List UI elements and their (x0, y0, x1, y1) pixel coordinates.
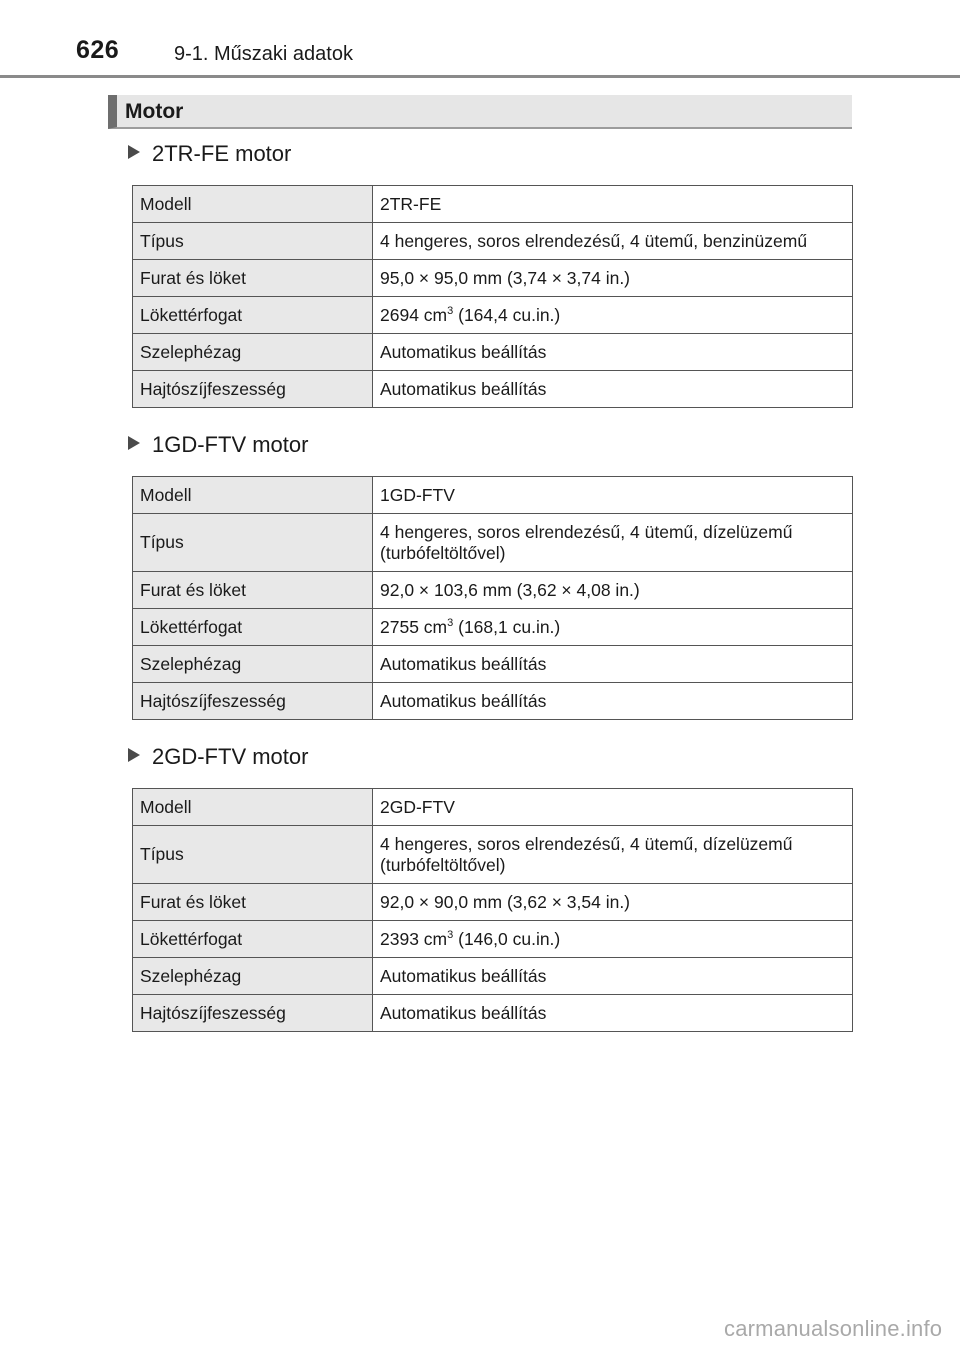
page-header (0, 0, 960, 80)
spec-table-1gd-ftv (132, 476, 853, 720)
row-value: 92,0 × 103,6 mm (3,62 × 4,08 in.) (373, 572, 853, 609)
displacement-value: 2694 cm (380, 304, 448, 325)
row-label: Hajtószíjfeszesség (133, 371, 373, 408)
table-row (133, 186, 853, 223)
row-value (373, 826, 853, 884)
engine-heading-2tr-fe (128, 140, 291, 168)
chapter-title: 9-1. Műszaki adatok (174, 43, 353, 65)
row-value (373, 609, 853, 646)
row-value: Automatikus beállítás (373, 646, 853, 683)
table-row (133, 297, 853, 334)
type-line-1: 4 hengeres, soros elrendezésű, 4 ütemű, dízelüzemű (380, 833, 793, 854)
header-rule (0, 75, 960, 78)
row-value: Automatikus beállítás (373, 995, 853, 1032)
displacement-imperial: (146,0 cu.in.) (453, 928, 561, 949)
type-line-2: (turbófeltöltővel) (380, 854, 506, 875)
section-bar (108, 95, 852, 129)
table-row (133, 683, 853, 720)
displacement-value: 2755 cm (380, 616, 448, 637)
row-value: Automatikus beállítás (373, 334, 853, 371)
type-line-2: (turbófeltöltővel) (380, 542, 506, 563)
row-label: Típus (133, 223, 373, 260)
unit-exponent: 3 (447, 304, 454, 317)
row-label: Lökettérfogat (133, 609, 373, 646)
engine-heading-2gd-ftv (128, 743, 308, 771)
section-title: Motor (125, 100, 184, 123)
row-label: Furat és löket (133, 260, 373, 297)
row-label: Szelephézag (133, 334, 373, 371)
row-label: Modell (133, 477, 373, 514)
row-value: Automatikus beállítás (373, 683, 853, 720)
table-row (133, 609, 853, 646)
row-value: 95,0 × 95,0 mm (3,74 × 3,74 in.) (373, 260, 853, 297)
displacement-imperial: (164,4 cu.in.) (453, 304, 561, 325)
engine-heading-text: 2TR-FE motor (152, 141, 292, 167)
table-row (133, 477, 853, 514)
row-label: Modell (133, 186, 373, 223)
table-row (133, 995, 853, 1032)
engine-heading-1gd-ftv (128, 431, 308, 459)
row-value: 92,0 × 90,0 mm (3,62 × 3,54 in.) (373, 884, 853, 921)
table-row (133, 514, 853, 572)
triangle-bullet-icon (128, 748, 140, 762)
row-label: Furat és löket (133, 572, 373, 609)
table-row (133, 958, 853, 995)
spec-table-2gd-ftv (132, 788, 853, 1032)
table-row (133, 884, 853, 921)
table-row (133, 826, 853, 884)
row-label: Szelephézag (133, 646, 373, 683)
table-row (133, 223, 853, 260)
row-value: Automatikus beállítás (373, 371, 853, 408)
row-value (373, 514, 853, 572)
table-row (133, 921, 853, 958)
engine-heading-text: 1GD-FTV motor (152, 432, 309, 458)
unit-exponent: 3 (447, 616, 454, 629)
table-row (133, 260, 853, 297)
row-value: 4 hengeres, soros elrendezésű, 4 ütemű, benzinüzemű (373, 223, 853, 260)
row-label: Típus (133, 826, 373, 884)
unit-exponent: 3 (447, 928, 454, 941)
triangle-bullet-icon (128, 145, 140, 159)
page-number: 626 (76, 36, 120, 64)
type-line-1: 4 hengeres, soros elrendezésű, 4 ütemű, dízelüzemű (380, 521, 793, 542)
row-label: Típus (133, 514, 373, 572)
displacement-imperial: (168,1 cu.in.) (453, 616, 561, 637)
row-value (373, 297, 853, 334)
row-label: Furat és löket (133, 884, 373, 921)
row-value: 2GD-FTV (373, 789, 853, 826)
row-label: Modell (133, 789, 373, 826)
table-row (133, 789, 853, 826)
row-label: Szelephézag (133, 958, 373, 995)
row-label: Lökettérfogat (133, 921, 373, 958)
row-value: Automatikus beállítás (373, 958, 853, 995)
table-row (133, 646, 853, 683)
spec-table-2tr-fe (132, 185, 853, 408)
table-row (133, 572, 853, 609)
row-value (373, 921, 853, 958)
row-value: 1GD-FTV (373, 477, 853, 514)
displacement-value: 2393 cm (380, 928, 448, 949)
table-row (133, 334, 853, 371)
row-label: Lökettérfogat (133, 297, 373, 334)
engine-heading-text: 2GD-FTV motor (152, 744, 309, 770)
site-watermark: carmanualsonline.info (724, 1316, 943, 1341)
row-label: Hajtószíjfeszesség (133, 995, 373, 1032)
triangle-bullet-icon (128, 436, 140, 450)
row-value: 2TR-FE (373, 186, 853, 223)
table-row (133, 371, 853, 408)
row-label: Hajtószíjfeszesség (133, 683, 373, 720)
